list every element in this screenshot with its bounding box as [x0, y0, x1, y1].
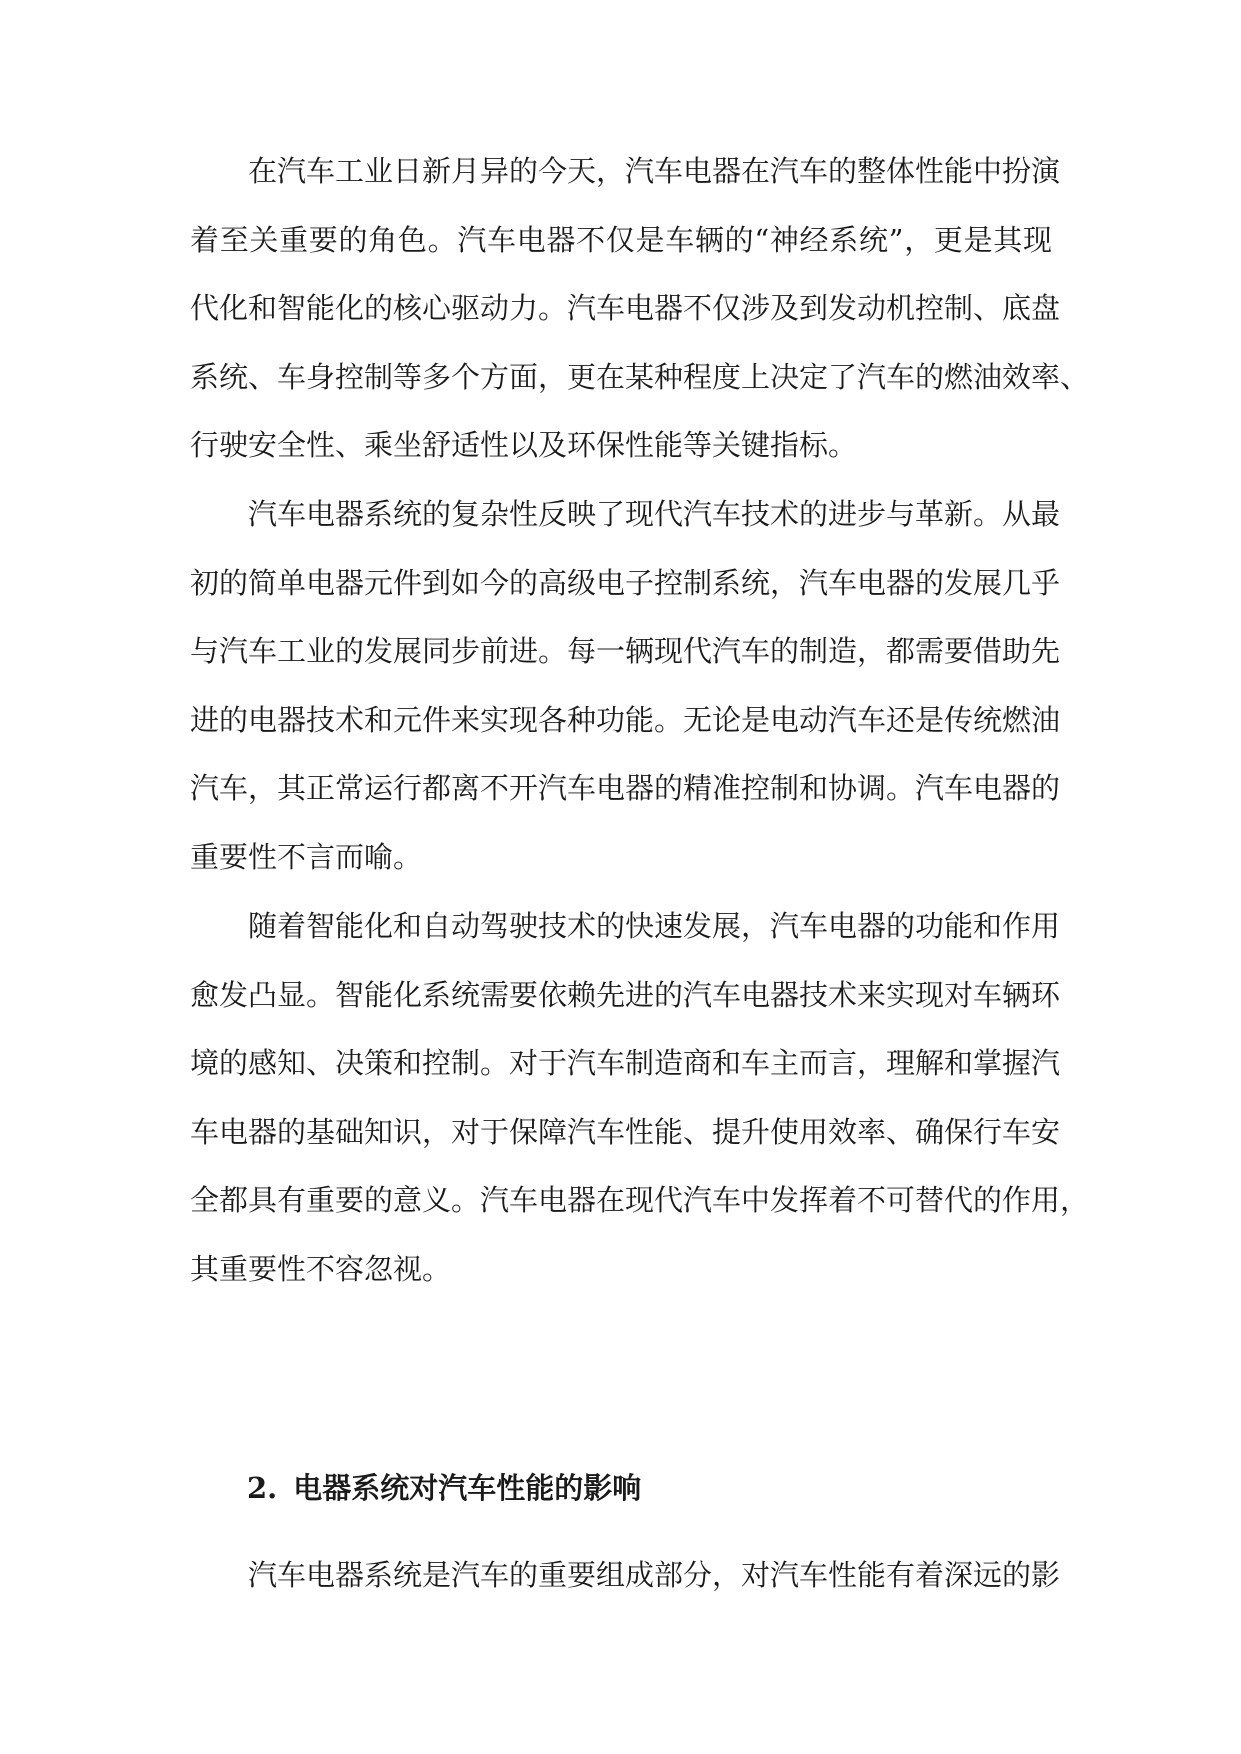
paragraph-line: 与汽车工业的发展同步前进。每一辆现代汽车的制造，都需要借助先: [190, 634, 1061, 669]
paragraph-4: [190, 1541, 1061, 1610]
paragraph-line: 全都具有重要的意义。汽车电器在现代汽车中发挥着不可替代的作用，: [190, 1183, 1090, 1218]
section-number: 2.: [247, 1471, 278, 1505]
paragraph-2: [190, 480, 1061, 892]
paragraph-line: 汽车电器系统是汽车的重要组成部分，对汽车性能有着深远的影: [248, 1558, 1061, 1592]
paragraph-line: 重要性不言而喻。: [190, 839, 423, 874]
paragraph-line: 进的电器技术和元件来实现各种功能。无论是电动汽车还是传统燃油: [190, 702, 1061, 737]
section-title: 电器系统对汽车性能的影响: [293, 1471, 642, 1505]
paragraph-line: 着至关重要的角色。汽车电器不仅是车辆的“神经系统”，更是其现: [190, 222, 1052, 257]
paragraph-line: 在汽车工业日新月异的今天，汽车电器在汽车的整体性能中扮演: [248, 154, 1061, 188]
paragraph-line: 随着智能化和自动驾驶技术的快速发展，汽车电器的功能和作用: [248, 909, 1061, 943]
section-heading: [247, 1454, 641, 1523]
paragraph-line: 系统、车身控制等多个方面，更在某种程度上决定了汽车的燃油效率、: [190, 359, 1090, 394]
paragraph-line: 行驶安全性、乘坐舒适性以及环保性能等关键指标。: [190, 428, 858, 463]
paragraph-line: 初的简单电器元件到如今的高级电子控制系统，汽车电器的发展几乎: [190, 565, 1061, 600]
paragraph-line: 其重要性不容忽视。: [190, 1251, 452, 1286]
paragraph-line: 境的感知、决策和控制。对于汽车制造商和车主而言，理解和掌握汽: [190, 1046, 1061, 1081]
paragraph-line: 愈发凸显。智能化系统需要依赖先进的汽车电器技术来实现对车辆环: [190, 977, 1061, 1012]
paragraph-line: 汽车，其正常运行都离不开汽车电器的精准控制和协调。汽车电器的: [190, 771, 1061, 806]
paragraph-line: 代化和智能化的核心驱动力。汽车电器不仅涉及到发动机控制、底盘: [190, 291, 1061, 326]
paragraph-1: [190, 137, 1090, 480]
paragraph-line: 车电器的基础知识，对于保障汽车性能、提升使用效率、确保行车安: [190, 1114, 1061, 1149]
paragraph-3: [190, 892, 1090, 1304]
paragraph-line: 汽车电器系统的复杂性反映了现代汽车技术的进步与革新。从最: [248, 497, 1061, 531]
